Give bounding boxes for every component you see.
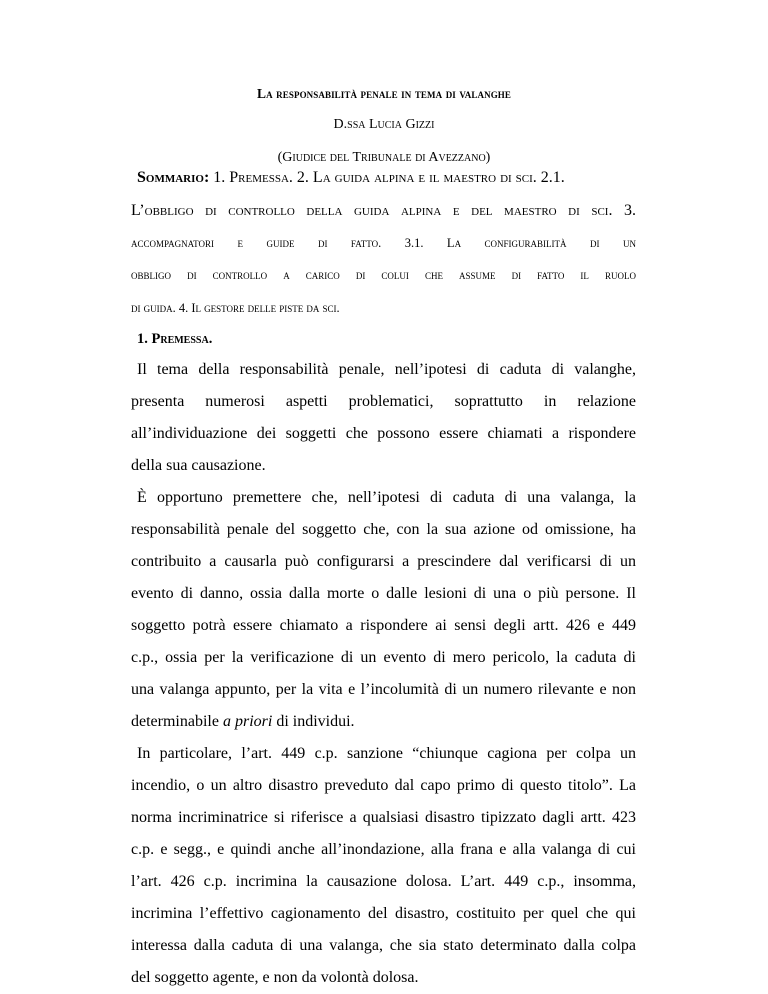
paragraph-line: evento di danno, ossia dalla morte o dalle lesioni di una o più persone. Il	[131, 585, 636, 602]
paragraph-line: incrimina l’effettivo cagionamento del disastro, costituito per quel che qui	[131, 905, 636, 922]
summary-line-5: di guida. 4. Il gestore delle piste da sci.	[131, 301, 340, 315]
paragraph-text: di individui.	[272, 713, 355, 730]
paragraph-line: all’individuazione dei soggetti che possono essere chiamati a rispondere	[131, 425, 636, 442]
paragraph-text: determinabile	[131, 713, 223, 730]
paragraph-line: Il tema della responsabilità penale, nell’ipotesi di caduta di valanghe,	[137, 361, 636, 378]
paragraph-line: una valanga appunto, per la vita e l’incolumità di un numero rilevante e non	[131, 681, 636, 698]
summary-line-1	[137, 166, 636, 190]
author-name: D.ssa Lucia Gizzi	[333, 117, 435, 132]
paragraph-line: responsabilità penale del soggetto che, con la sua azione od omissione, ha	[131, 521, 636, 538]
section-heading: 1. Premessa.	[137, 331, 213, 347]
paragraph-line: In particolare, l’art. 449 c.p. sanzione “chiunque cagiona per colpa un	[137, 745, 636, 762]
summary-text: 1. Premessa. 2. La guida alpina e il maestro di sci. 2.1.	[209, 169, 565, 186]
paragraph-line: della sua causazione.	[131, 457, 266, 474]
paragraph-line: c.p. e segg., e quindi anche all’inondazione, alla frana e alla valanga di cui	[131, 841, 636, 858]
paragraph-line: interessa dalla caduta di una valanga, che sia stato determinato dalla colpa	[131, 937, 636, 954]
summary-line-2: L’obbligo di controllo della guida alpina e del maestro di sci. 3.	[131, 202, 637, 219]
paragraph-line: c.p., ossia per la verificazione di un evento di mero pericolo, la caduta di	[131, 649, 636, 666]
summary-line-3: accompagnatori e guide di fatto. 3.1. La configurabilità di un	[131, 236, 636, 250]
document-title: La responsabilità penale in tema di valanghe	[256, 86, 512, 101]
summary-line-4: obbligo di controllo a carico di colui che assume di fatto il ruolo	[131, 268, 636, 282]
author-affiliation: (Giudice del Tribunale di Avezzano)	[277, 150, 491, 165]
paragraph-line: del soggetto agente, e non da volontà dolosa.	[131, 969, 419, 986]
paragraph-line: incendio, o un altro disastro preveduto dal capo primo di questo titolo”. La	[131, 777, 636, 794]
italic-term: a priori	[222, 713, 273, 730]
paragraph-line: contribuito a causarla può configurarsi a prescindere dal verificarsi di un	[131, 553, 636, 570]
paragraph-line: È opportuno premettere che, nell’ipotesi di caduta di una valanga, la	[137, 489, 636, 506]
paragraph-line: presenta numerosi aspetti problematici, soprattutto in relazione	[131, 393, 636, 410]
paragraph-line: soggetto potrà essere chiamato a rispondere ai sensi degli artt. 426 e 449	[131, 617, 636, 634]
paragraph-line: norma incriminatrice si riferisce a qualsiasi disastro tipizzato dagli artt. 423	[131, 809, 636, 826]
summary-label: Sommario:	[137, 169, 210, 186]
paragraph-line	[131, 710, 636, 734]
paragraph-line: l’art. 426 c.p. incrimina la causazione dolosa. L’art. 449 c.p., insomma,	[131, 873, 636, 890]
